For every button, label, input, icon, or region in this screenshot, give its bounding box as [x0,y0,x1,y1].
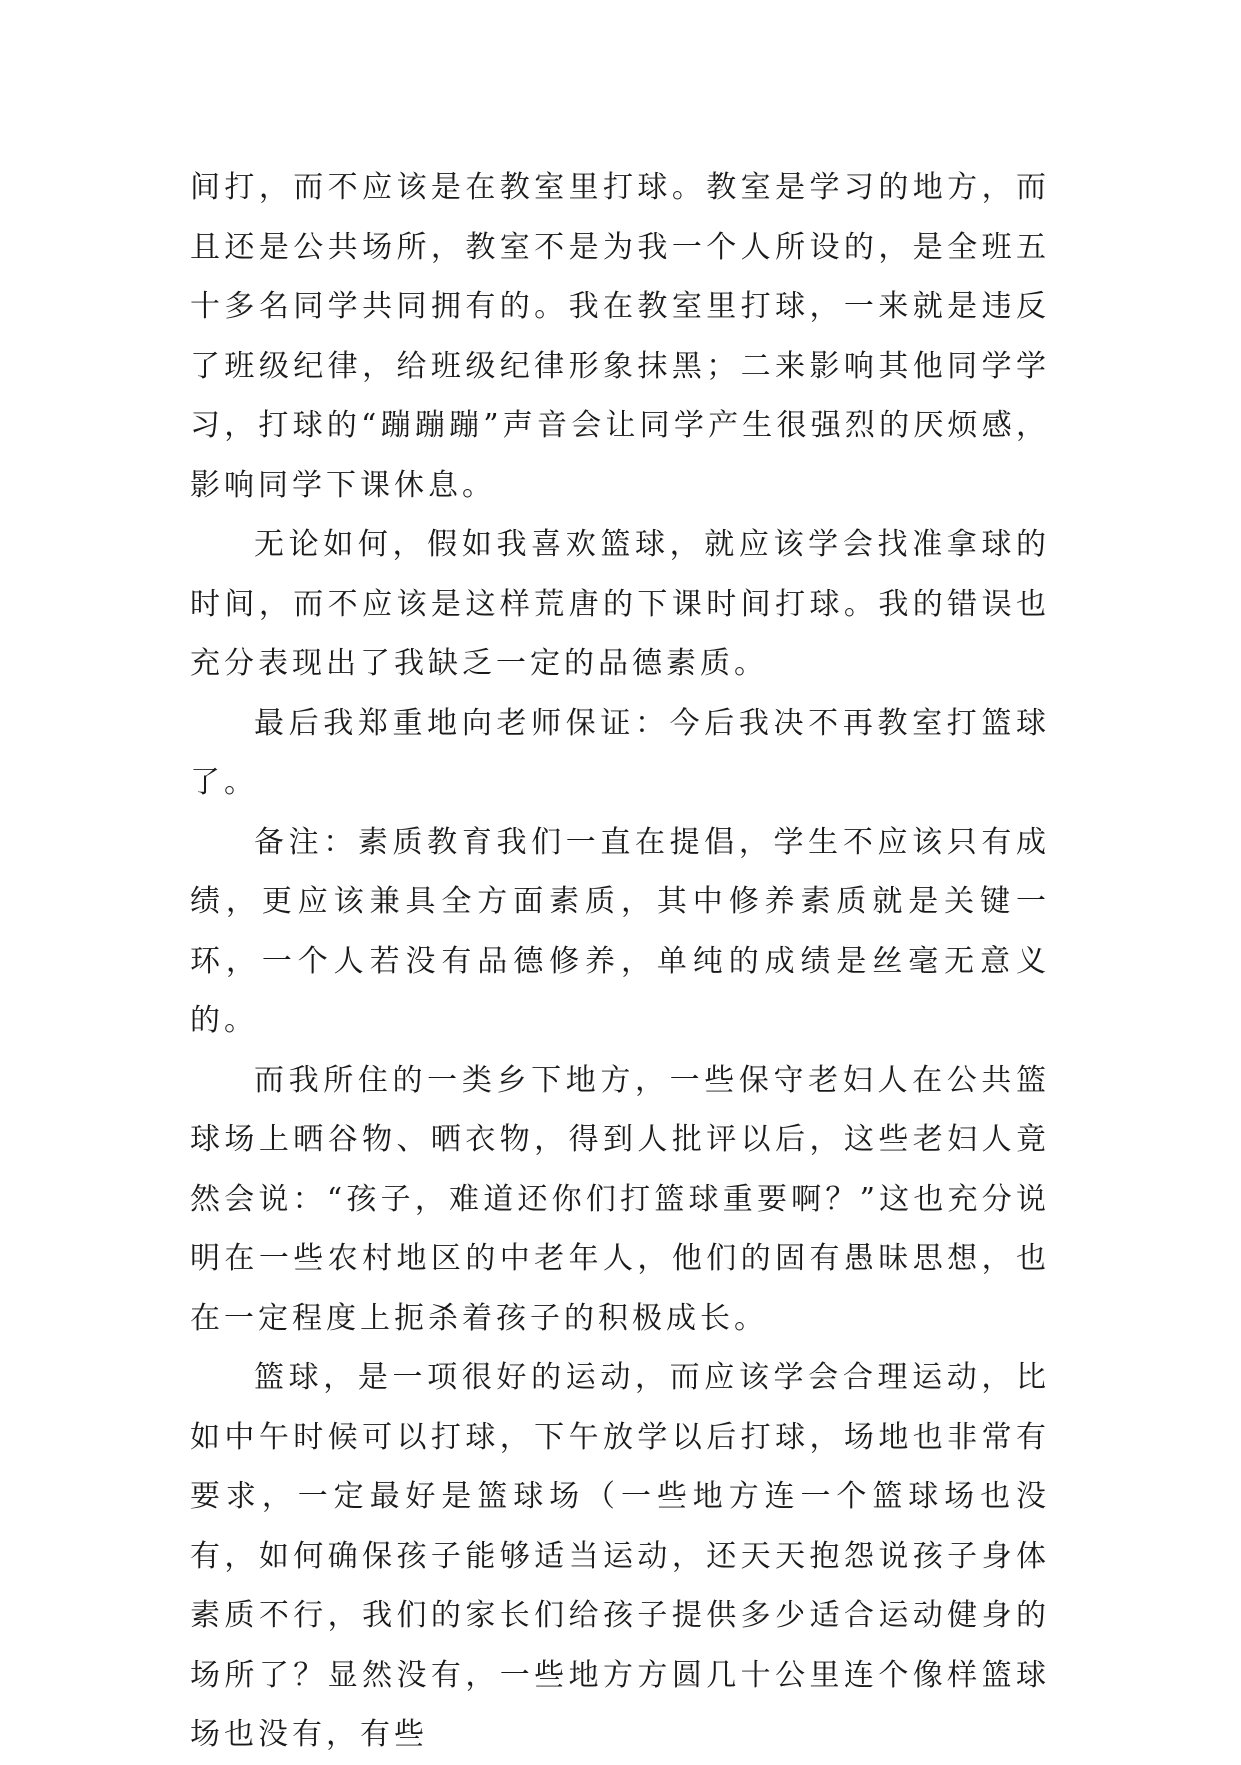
paragraph-basketball: 篮球，是一项很好的运动，而应该学会合理运动，比如中午时候可以打球，下午放学以后打球，场地也非常有要求，一定最好是篮球场（一些地方连一个篮球场也没有，如何确保孩子能够适当运动，还天天抱怨说孩子身体素质不行，我们的家长们给孩子提供多少适合运动健身的场所了？显然没有，一些地方方圆几十公里连个像样篮球场也没有，有些 [190,1360,1050,1752]
paragraph-timing: 无论如何，假如我喜欢篮球，就应该学会找准拿球的时间，而不应该是这样荒唐的下课时间打球。我的错误也充分表现出了我缺乏一定的品德素质。 [190,527,1050,681]
paragraph-promise: 最后我郑重地向老师保证：今后我决不再教室打篮球了。 [190,705,1050,800]
document-body [190,158,1050,1765]
paragraph-village: 而我所住的一类乡下地方，一些保守老妇人在公共篮球场上晒谷物、晒衣物，得到人批评以后，这些老妇人竟然会说：“孩子，难道还你们打篮球重要啊？”这也充分说明在一些农村地区的中老年人，他们的固有愚昧思想，也在一定程度上扼杀着孩子的积极成长。 [190,1062,1050,1336]
paragraph-note: 备注：素质教育我们一直在提倡，学生不应该只有成绩，更应该兼具全方面素质，其中修养素质就是关键一环，一个人若没有品德修养，单纯的成绩是丝毫无意义的。 [190,824,1050,1038]
paragraph-continuation: 间打，而不应该是在教室里打球。教室是学习的地方，而且还是公共场所，教室不是为我一个人所设的，是全班五十多名同学共同拥有的。我在教室里打球，一来就是违反了班级纪律，给班级纪律形象抹黑；二来影响其他同学学习，打球的“蹦蹦蹦”声音会让同学产生很强烈的厌烦感，影响同学下课休息。 [190,170,1050,503]
